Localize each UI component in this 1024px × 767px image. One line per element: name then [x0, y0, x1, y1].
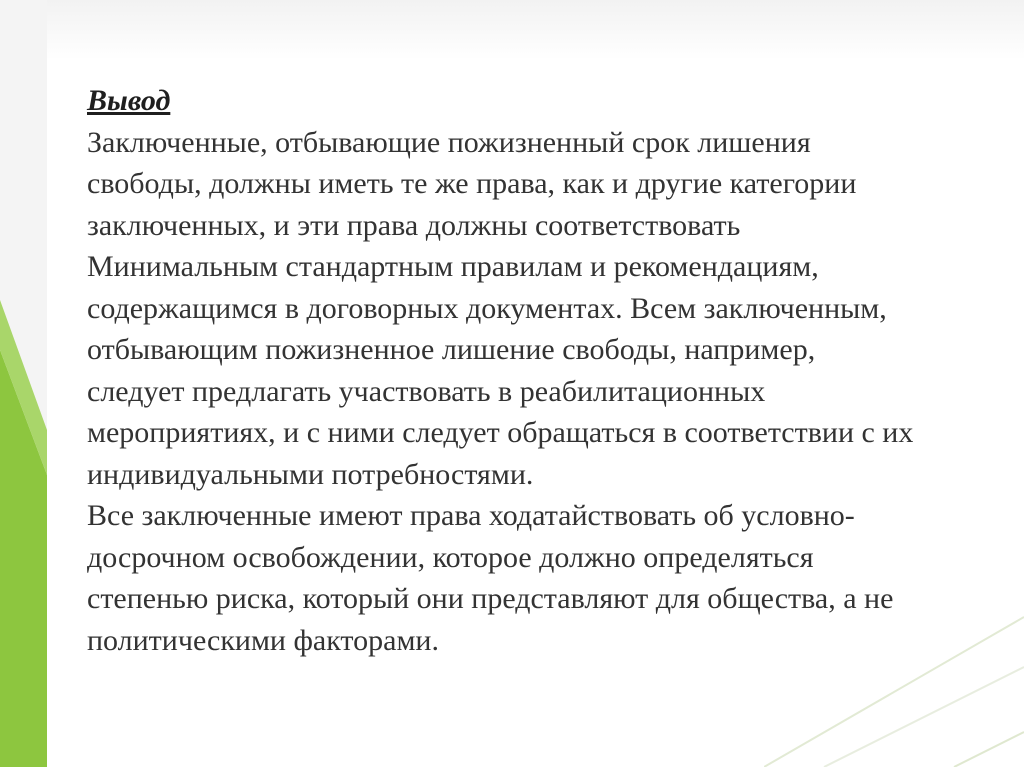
- text-line: индивидуальными потребностями.: [87, 457, 534, 491]
- slide-title: Вывод: [87, 84, 171, 117]
- paragraph-parole: [87, 495, 1024, 661]
- text-line: отбывающим пожизненное лишение свободы, например,: [87, 333, 816, 366]
- text-line: Минимальным стандартным правилам и рекомендациям,: [87, 250, 819, 283]
- text-line: степенью риска, который они представляют для общества, а не: [87, 582, 894, 615]
- text-line: политическими факторами.: [87, 623, 439, 657]
- text-line: Все заключенные имеют права ходатайствовать об условно-: [87, 499, 855, 532]
- text-line: мероприятиях, и с ними следует обращаться в соответствии с их: [87, 416, 914, 449]
- text-line: свободы, должны иметь те же права, как и другие категории: [87, 167, 857, 200]
- left-accent-stripe: [0, 0, 60, 767]
- top-fade-decoration: [0, 0, 1024, 60]
- text-line: следует предлагать участвовать в реабилитационных: [87, 374, 766, 408]
- text-line: Заключенные, отбывающие пожизненный срок лишения: [87, 125, 811, 159]
- text-line: досрочном освобождении, которое должно определяться: [87, 540, 814, 574]
- text-line: заключенных, и эти права должны соответствовать: [87, 208, 741, 242]
- paragraph-conclusion: [87, 122, 1024, 496]
- text-line: содержащимся в договорных документах. Всем заключенным,: [87, 291, 887, 325]
- slide-content: [87, 80, 1024, 661]
